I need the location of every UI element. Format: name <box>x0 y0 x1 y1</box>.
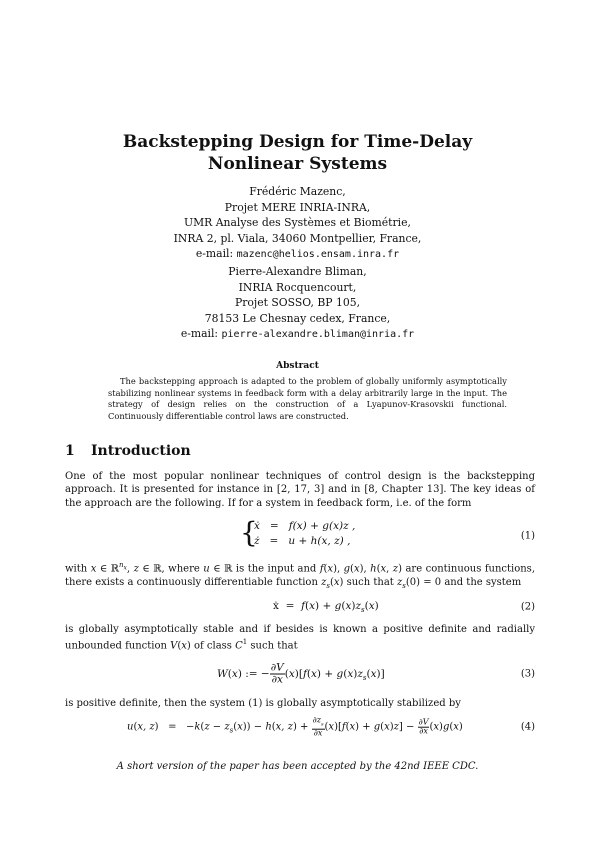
equation-number-1: (1) <box>520 530 535 542</box>
author-2-block <box>0 264 595 343</box>
author-1-affiliation-2: UMR Analyse des Systèmes et Biométrie, <box>184 216 411 229</box>
author-2-affiliation-2: Projet SOSSO, BP 105, <box>234 296 361 309</box>
author-2-name: Pierre-Alexandre Bliman, <box>228 265 367 278</box>
title-line-1: Backstepping Design for Time-Delay <box>122 132 473 152</box>
equation-3: W(x) := − $\frac{\partial V}{\partial x}$ $(x)[f(x) + g(x)z_s(x)]$ (3) <box>217 661 535 686</box>
intro-paragraph-3: is globally asymptotically stable and if besides is known a positive definite and radially unbounded function V(x) of class $C^1$ such that <box>65 624 535 652</box>
abstract-text: The backstepping approach is adapted to the problem of globally uniformly asymptotically stabilizing nonlinear systems in feedback form with a delay arbitrarily large in the input. The strategy of design relies on the construction of a Lyapunov-Krasovskii functional. Continuously differentiable control laws are constructed. <box>108 376 507 421</box>
equation-number-4: (4) <box>520 721 535 733</box>
abstract-heading: Abstract <box>276 361 319 371</box>
author-1-name: Frédéric Mazenc, <box>249 185 346 198</box>
equation-4: u(x, $z) = -k(z - z_s(x)) - h(x$, z) + $\frac{\partial z_s}{\partial x}$ (x)[f(x) + g(x)z] − $\frac{\partial V}{\partial x}$ (x)g(x) (4) <box>127 715 535 738</box>
equation-2: ẋ = $f(x) + g(x)z_s(x)$ (2) <box>273 599 535 615</box>
paper-title <box>0 131 595 175</box>
author-2-email[interactable]: pierre-alexandre.bliman@inria.fr <box>221 329 415 340</box>
intro-paragraph-2: with x ∈ ℝ$^{n_x}$, z ∈ ℝ, where u ∈ ℝ is the input and f(x), g(x), h(x, z) are continuous functions, there exists a continuously differentiable function $z_s(x)$ such that $z_s(0) = 0$ and the system <box>65 561 535 590</box>
author-1-address: INRA 2, pl. Viala, 34060 Montpellier, France, <box>173 231 422 245</box>
footnote: A short version of the paper has been accepted by the 42nd IEEE CDC. <box>116 761 479 772</box>
intro-paragraph-1: One of the most popular nonlinear techniques of control design is the backstepping approach. It is presented for instance in [2, 17, 3] and in [8, Chapter 13]. The key ideas of the approach are the following. If for a system in feedback form, i.e. of the form <box>65 471 535 509</box>
author-1-email[interactable]: mazenc@helios.ensam.inra.fr <box>236 249 400 260</box>
equation-number-3: (3) <box>520 668 535 680</box>
author-1-block <box>0 184 595 263</box>
equation-number-2: (2) <box>520 601 535 613</box>
author-2-email-line: e-mail: pierre-alexandre.bliman@inria.fr <box>180 327 415 340</box>
equation-1: { ẋ = f(x) + g(x)z , ż = u + h(x, z) , (1) <box>240 516 535 549</box>
section-heading-introduction: 1 Introduction <box>65 443 191 459</box>
title-line-2: Nonlinear Systems <box>207 154 388 174</box>
author-2-address: 78153 Le Chesnay cedex, France, <box>204 311 391 325</box>
author-1-email-line: e-mail: mazenc@helios.ensam.inra.fr <box>195 247 400 260</box>
author-2-affiliation: INRIA Rocquencourt, <box>238 280 357 294</box>
intro-paragraph-4: is positive definite, then the system (1) is globally asymptotically stabilized by <box>65 698 461 709</box>
author-1-affiliation: Projet MERE INRIA-INRA, <box>224 200 371 214</box>
